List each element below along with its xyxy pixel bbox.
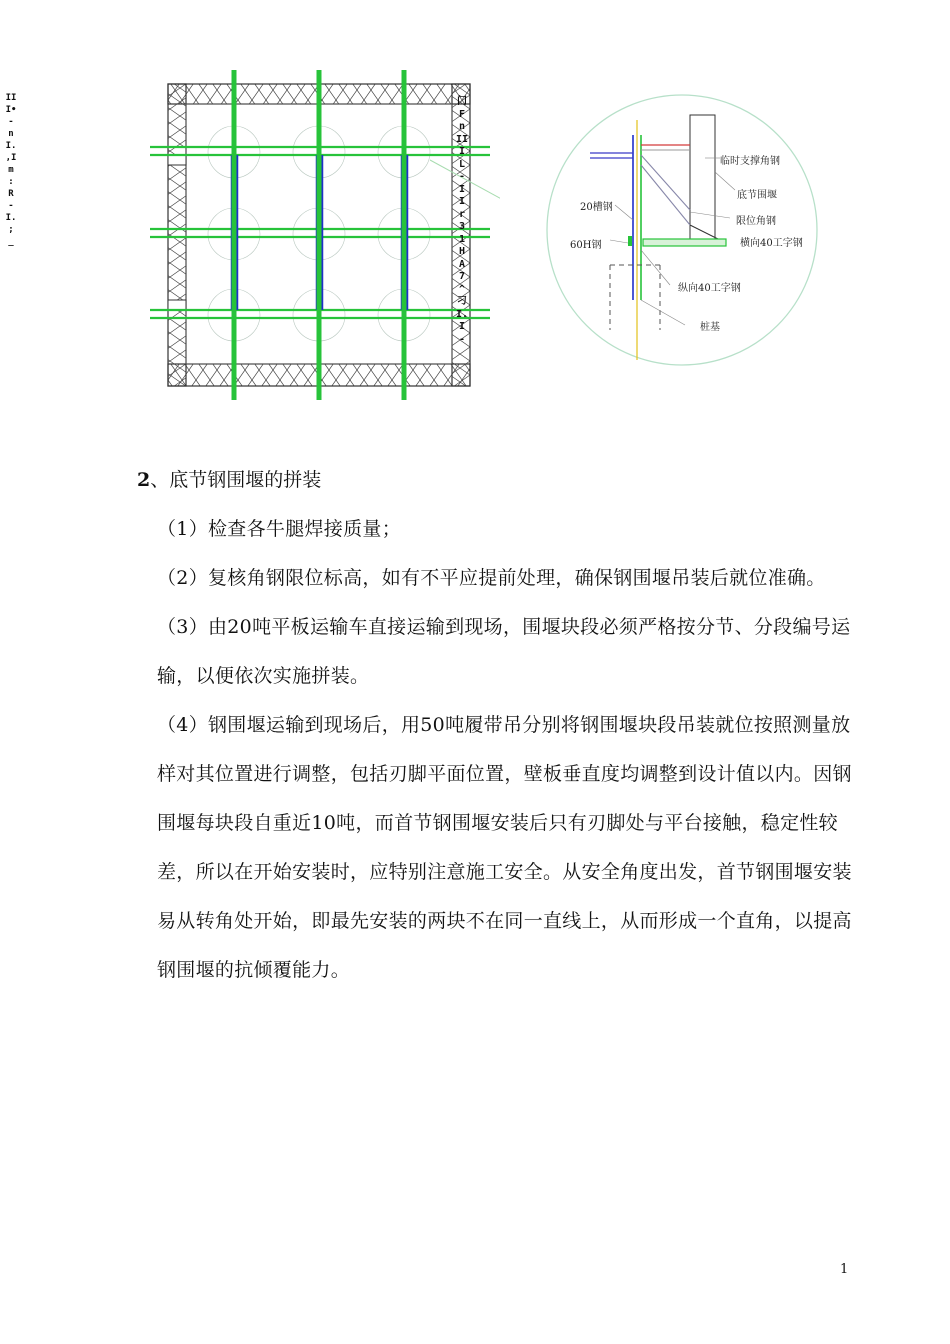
margin-marks: II I• - nI. ,I m : R - I. ; _ xyxy=(5,93,17,247)
paragraph: （1）检查各牛腿焊接质量； xyxy=(157,518,401,540)
label-bottom-cofferdam: 底节围堰 xyxy=(737,190,777,201)
label-limit-angle: 限位角钢 xyxy=(736,216,776,227)
section-title: 、底节钢围堰的拼装 xyxy=(150,469,322,491)
body-text xyxy=(137,460,857,995)
figure xyxy=(140,60,860,420)
label-temp-support: 临时支撑角钢 xyxy=(720,156,780,167)
label-channel-20: 20槽钢 xyxy=(580,202,613,213)
paragraph: （3）由20吨平板运输车直接运输到现场，围堰块段必须严格按分节、分段编号运输，以便依次实施拼装。 xyxy=(157,616,851,687)
section-number: 2 xyxy=(137,469,151,491)
paragraph: （2）复核角钢限位标高，如有不平应提前处理，确保钢围堰吊装后就位准确。 xyxy=(157,567,826,589)
paragraph: （4）钢围堰运输到现场后，用50吨履带吊分别将钢围堰块段吊装就位按照测量放样对其位置进行调整，包括刃脚平面位置，壁板垂直度均调整到设计值以内。因钢围堰每块段自重近10吨，而首节钢围堰安装后只有刃脚处与平台接触，稳定性较差，所以在开始安装时，应特别注意施工安全。从安全角度出发，首节钢围堰安装易从转角处开始，即最先安装的两块不在同一直线上，从而形成一个直角，以提高钢围堰的抗倾覆能力。 xyxy=(157,714,852,981)
page-number: 1 xyxy=(840,1262,849,1277)
label-pile: 桩基 xyxy=(700,322,720,333)
cofferdam-plan-diagram xyxy=(140,60,500,420)
label-60h-steel: 60H钢 xyxy=(570,240,602,251)
label-longitudinal-40: 纵向40工字钢 xyxy=(678,283,741,294)
label-transverse-40: 横向40工字钢 xyxy=(740,238,803,249)
plan-vertical-text: 门 F n II I L - I I r 3 1 H A 7 ^ 刁 I. I - xyxy=(455,96,469,345)
left-wall xyxy=(168,84,186,386)
section-heading xyxy=(137,460,857,500)
